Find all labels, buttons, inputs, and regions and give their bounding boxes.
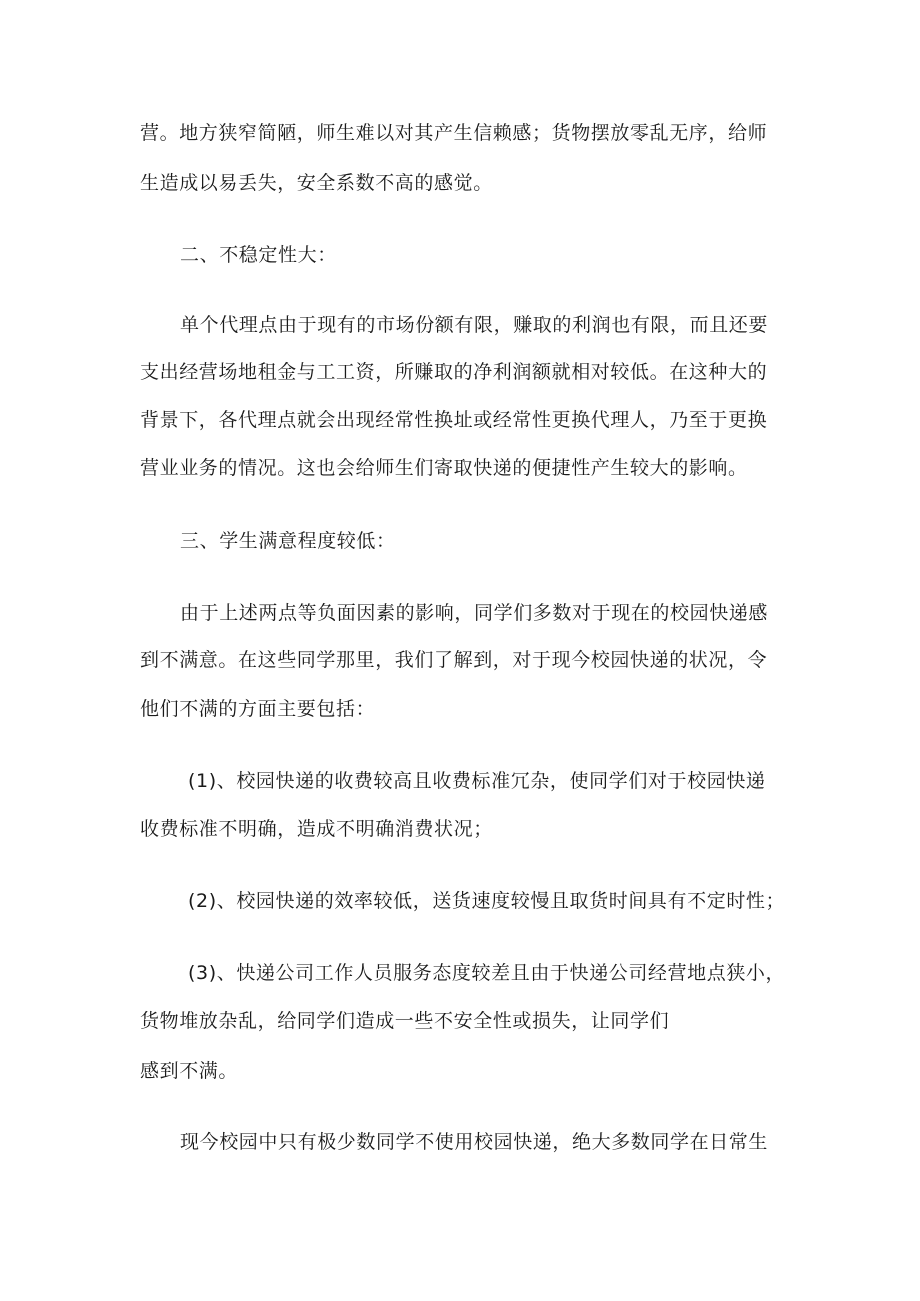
text-line: 感到不满。 [140, 1060, 239, 1082]
text-line: 货物堆放杂乱，给同学们造成一些不安全性或损失，让同学们 [140, 1010, 670, 1032]
list-item: (3)、快递公司工作人员服务态度较差且由于快递公司经营地点狭小， [188, 962, 786, 984]
text-line: 收费标准不明确，造成不明确消费状况； [140, 818, 493, 840]
text-line: 支出经营场地租金与工工资，所赚取的净利润额就相对较低。在这种大的 [140, 361, 768, 383]
section-heading: 三、学生满意程度较低： [180, 530, 396, 552]
text-line: 由于上述两点等负面因素的影响，同学们多数对于现在的校园快递感 [180, 602, 769, 624]
text-line: 营业业务的情况。这也会给师生们寄取快递的便捷性产生较大的影响。 [140, 457, 748, 479]
text-line: 他们不满的方面主要包括： [140, 698, 376, 720]
text-line: 背景下，各代理点就会出现经常性换址或经常性更换代理人，乃至于更换 [140, 409, 768, 431]
text-line: 单个代理点由于现有的市场份额有限，赚取的利润也有限，而且还要 [180, 314, 769, 336]
text-line: 现今校园中只有极少数同学不使用校园快递，绝大多数同学在日常生 [180, 1131, 769, 1153]
text-line: 生造成以易丢失，安全系数不高的感觉。 [140, 172, 493, 194]
list-item: (2)、校园快递的效率较低，送货速度较慢且取货时间具有不定时性； [188, 890, 786, 912]
text-line: 到不满意。在这些同学那里，我们了解到，对于现今校园快递的状况，令 [140, 649, 768, 671]
text-line: 营。地方狭窄简陋，师生难以对其产生信赖感；货物摆放零乱无序，给师 [140, 122, 768, 144]
section-heading: 二、不稳定性大： [180, 244, 337, 266]
list-item: (1)、校园快递的收费较高且收费标准冗杂，使同学们对于校园快递 [188, 770, 766, 792]
